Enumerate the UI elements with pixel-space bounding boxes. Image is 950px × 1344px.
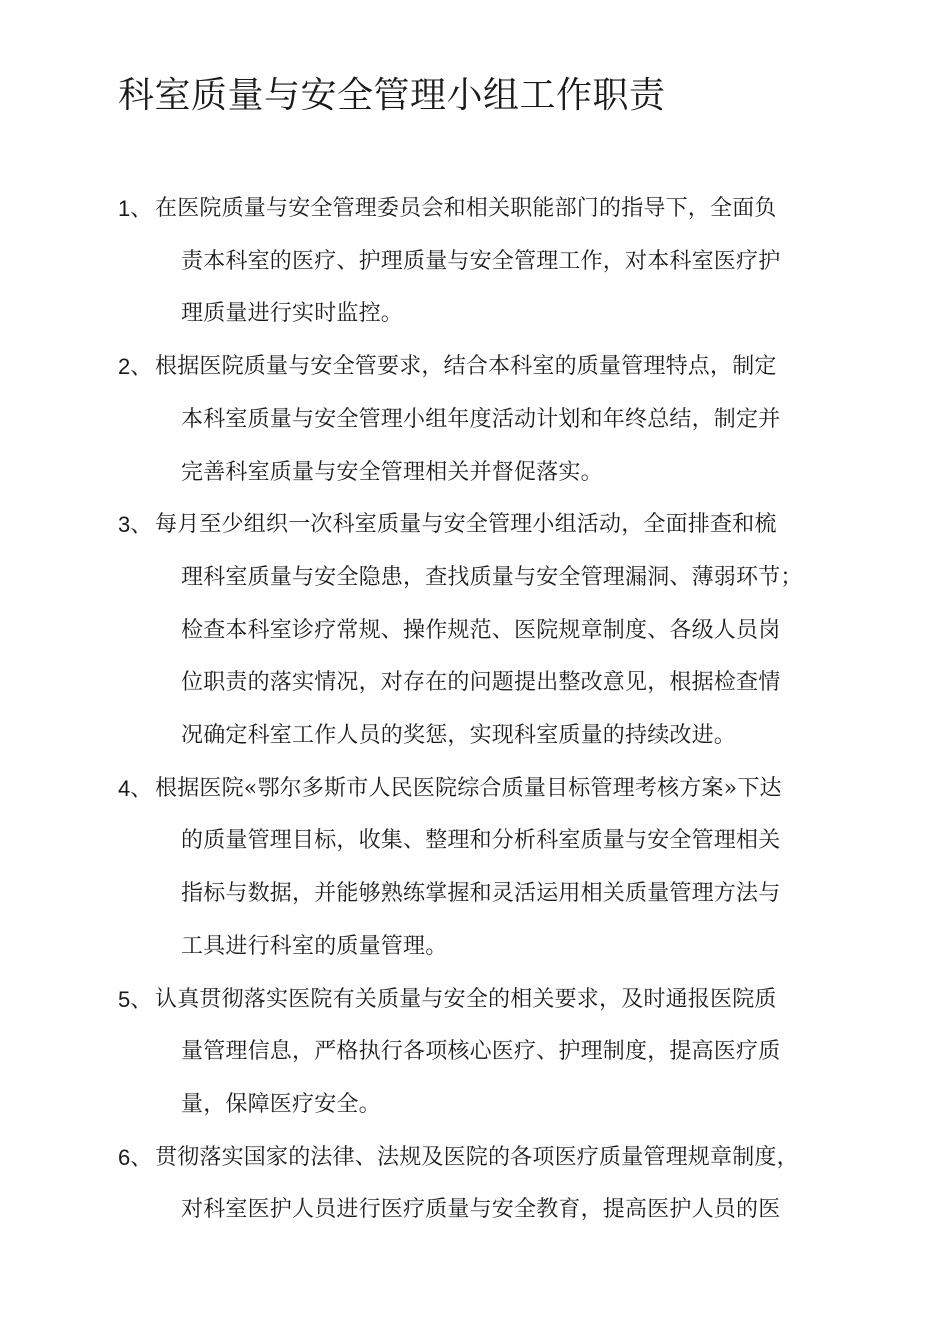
duty-item-number: 4、 — [118, 775, 153, 801]
duty-item-line: 根据医院«鄂尔多斯市人民医院综合质量目标管理考核方案»下达 — [155, 775, 782, 801]
duty-item-line: 检查本科室诊疗常规、操作规范、医院规章制度、各级人员岗 — [181, 617, 781, 643]
duty-item-number: 2、 — [118, 354, 153, 380]
duty-list — [118, 183, 854, 1237]
duty-item — [118, 183, 854, 341]
duty-item — [118, 974, 854, 1132]
duty-item-number: 3、 — [118, 512, 153, 538]
duty-item-line: 指标与数据，并能够熟练掌握和灵活运用相关质量管理方法与 — [181, 881, 781, 907]
duty-item-line: 完善科室质量与安全管理相关并督促落实。 — [181, 459, 603, 485]
duty-item-line: 工具进行科室的质量管理。 — [181, 933, 448, 959]
duty-item-line: 理质量进行实时监控。 — [181, 301, 404, 327]
duty-item-line: 量，保障医疗安全。 — [181, 1091, 381, 1117]
duty-item-number: 1、 — [118, 196, 153, 221]
duty-item-number: 6、 — [118, 1144, 153, 1170]
duty-item-line: 本科室质量与安全管理小组年度活动计划和年终总结，制定并 — [181, 406, 781, 432]
duty-item-line: 量管理信息，严格执行各项核心医疗、护理制度，提高医疗质 — [181, 1039, 781, 1065]
duty-item — [118, 499, 854, 763]
duty-item-line: 位职责的落实情况，对存在的问题提出整改意见，根据检查情 — [181, 670, 781, 696]
duty-item — [118, 1132, 854, 1237]
duty-item-line: 根据医院质量与安全管要求，结合本科室的质量管理特点，制定 — [155, 354, 777, 380]
duty-item-line: 的质量管理目标，收集、整理和分析科室质量与安全管理相关 — [181, 828, 781, 854]
duty-item-line: 对科室医护人员进行医疗质量与安全教育，提高医护人员的医 — [181, 1197, 781, 1223]
duty-item-line: 理科室质量与安全隐患，查找质量与安全管理漏洞、薄弱环节； — [181, 564, 803, 590]
duty-item-line: 认真贯彻落实医院有关质量与安全的相关要求，及时通报医院质 — [155, 986, 777, 1012]
duty-item — [118, 763, 854, 974]
duty-item-line: 况确定科室工作人员的奖惩，实现科室质量的持续改进。 — [181, 723, 737, 749]
duty-item-line: 责本科室的医疗、护理质量与安全管理工作，对本科室医疗护 — [181, 248, 781, 274]
duty-item-number: 5、 — [118, 986, 153, 1012]
duty-item-line: 在医院质量与安全管理委员会和相关职能部门的指导下，全面负 — [155, 196, 777, 221]
document-title: 科室质量与安全管理小组工作职责 — [118, 75, 666, 116]
duty-item-line: 贯彻落实国家的法律、法规及医院的各项医疗质量管理规章制度， — [155, 1144, 799, 1170]
duty-item — [118, 341, 854, 499]
duty-item-line: 每月至少组织一次科室质量与安全管理小组活动，全面排查和梳 — [155, 512, 777, 538]
